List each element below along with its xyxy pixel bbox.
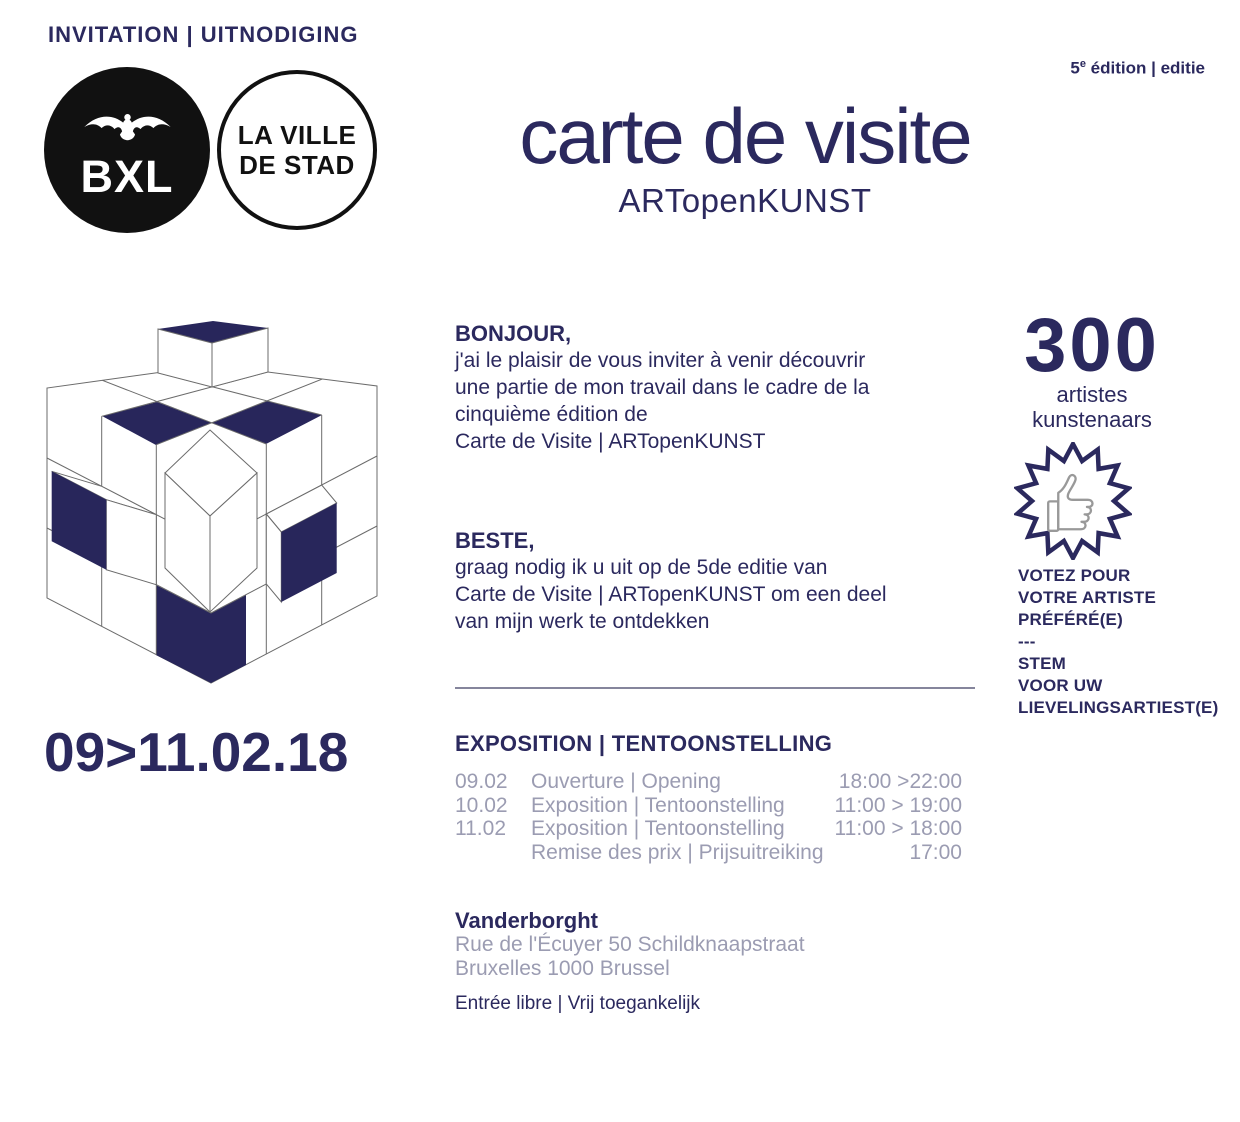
- vote-line: PRÉFÉRÉ(E): [1018, 610, 1123, 629]
- cube-illustration: [40, 300, 400, 700]
- intro-nl-line: graag nodig ik u uit op de 5de editie van: [455, 556, 828, 579]
- schedule-time: 17:00: [909, 840, 962, 864]
- schedule-time: 11:00 > 18:00: [834, 817, 962, 840]
- vote-line: LIEVELINGSARTIEST(E): [1018, 698, 1219, 717]
- vote-line: VOTEZ POUR: [1018, 566, 1131, 585]
- schedule-date: 09.02: [455, 770, 508, 793]
- intro-french: [455, 320, 990, 455]
- artist-count: 300: [1024, 303, 1160, 388]
- intro-fr-line: une partie de mon travail dans le cadre de la: [455, 376, 870, 399]
- bxl-bird-icon: [80, 102, 175, 152]
- vote-block: [1018, 565, 1218, 719]
- section-divider: [455, 687, 975, 689]
- free-entry-label: Entrée libre | Vrij toegankelijk: [455, 993, 701, 1014]
- schedule-row: [455, 817, 962, 841]
- venue-address-line2: Bruxelles 1000 Brussel: [455, 957, 670, 980]
- brand-subtitle: ARTopenKUNST: [618, 181, 872, 219]
- artist-count-block: [1008, 303, 1176, 433]
- schedule-row: [455, 841, 962, 865]
- artist-label-fr: artistes: [1056, 382, 1128, 408]
- schedule-date: [455, 841, 531, 865]
- venue-name: Vanderborght: [455, 908, 599, 933]
- intro-nl-line: Carte de Visite | ARTopenKUNST om een deel: [455, 583, 887, 606]
- schedule-row: [455, 770, 962, 794]
- schedule-date: 11.02: [455, 817, 506, 840]
- thumbs-up-starburst-icon: [1014, 442, 1132, 560]
- bxl-logo-text: BXL: [80, 150, 174, 202]
- intro-fr-line: Carte de Visite | ARTopenKUNST: [455, 430, 766, 453]
- vote-line: VOOR UW: [1018, 676, 1103, 695]
- bxl-logo: [44, 67, 210, 233]
- brand-title: carte de visite: [519, 92, 971, 180]
- schedule-row: [455, 794, 962, 818]
- cube-body: [47, 321, 377, 683]
- artist-label-nl: kunstenaars: [1032, 407, 1152, 433]
- schedule-time: 18:00 >22:00: [838, 770, 962, 793]
- intro-dutch: [455, 527, 990, 635]
- schedule-time: 11:00 > 19:00: [834, 793, 962, 817]
- exhibition-heading: EXPOSITION | TENTOONSTELLING: [455, 731, 833, 756]
- ville-logo-line2: DE STAD: [239, 150, 355, 180]
- schedule-label: Ouverture | Opening: [531, 770, 721, 793]
- venue-address-line1: Rue de l'Écuyer 50 Schildknaapstraat: [455, 933, 805, 956]
- venue-block: [455, 909, 975, 1015]
- edition-number: 5: [1070, 58, 1080, 78]
- edition-label: [975, 58, 1205, 79]
- schedule-label: Remise des prix | Prijsuitreiking: [531, 840, 824, 864]
- greeting-nl: BESTE,: [455, 528, 535, 553]
- intro-nl-line: van mijn werk te ontdekken: [455, 610, 710, 633]
- greeting-fr: BONJOUR,: [455, 321, 572, 346]
- vote-line: ---: [1018, 632, 1036, 651]
- edition-sup: e: [1079, 58, 1086, 70]
- brand-block: [445, 92, 1045, 220]
- schedule-label: Exposition | Tentoonstelling: [531, 817, 785, 840]
- date-range: 09>11.02.18: [44, 721, 349, 783]
- invitation-title: INVITATION | UITNODIGING: [48, 22, 359, 47]
- vote-line: VOTRE ARTISTE: [1018, 588, 1156, 607]
- intro-fr-line: j'ai le plaisir de vous inviter à venir découvrir: [455, 349, 866, 372]
- schedule-label: Exposition | Tentoonstelling: [531, 793, 785, 817]
- ville-logo-line1: LA VILLE: [237, 120, 357, 150]
- edition-rest: édition | editie: [1085, 58, 1205, 78]
- schedule-date: 10.02: [455, 793, 508, 817]
- vote-line: STEM: [1018, 654, 1067, 673]
- exhibition-schedule: [455, 770, 962, 864]
- ville-logo: [217, 70, 377, 230]
- intro-fr-line: cinquième édition de: [455, 403, 648, 426]
